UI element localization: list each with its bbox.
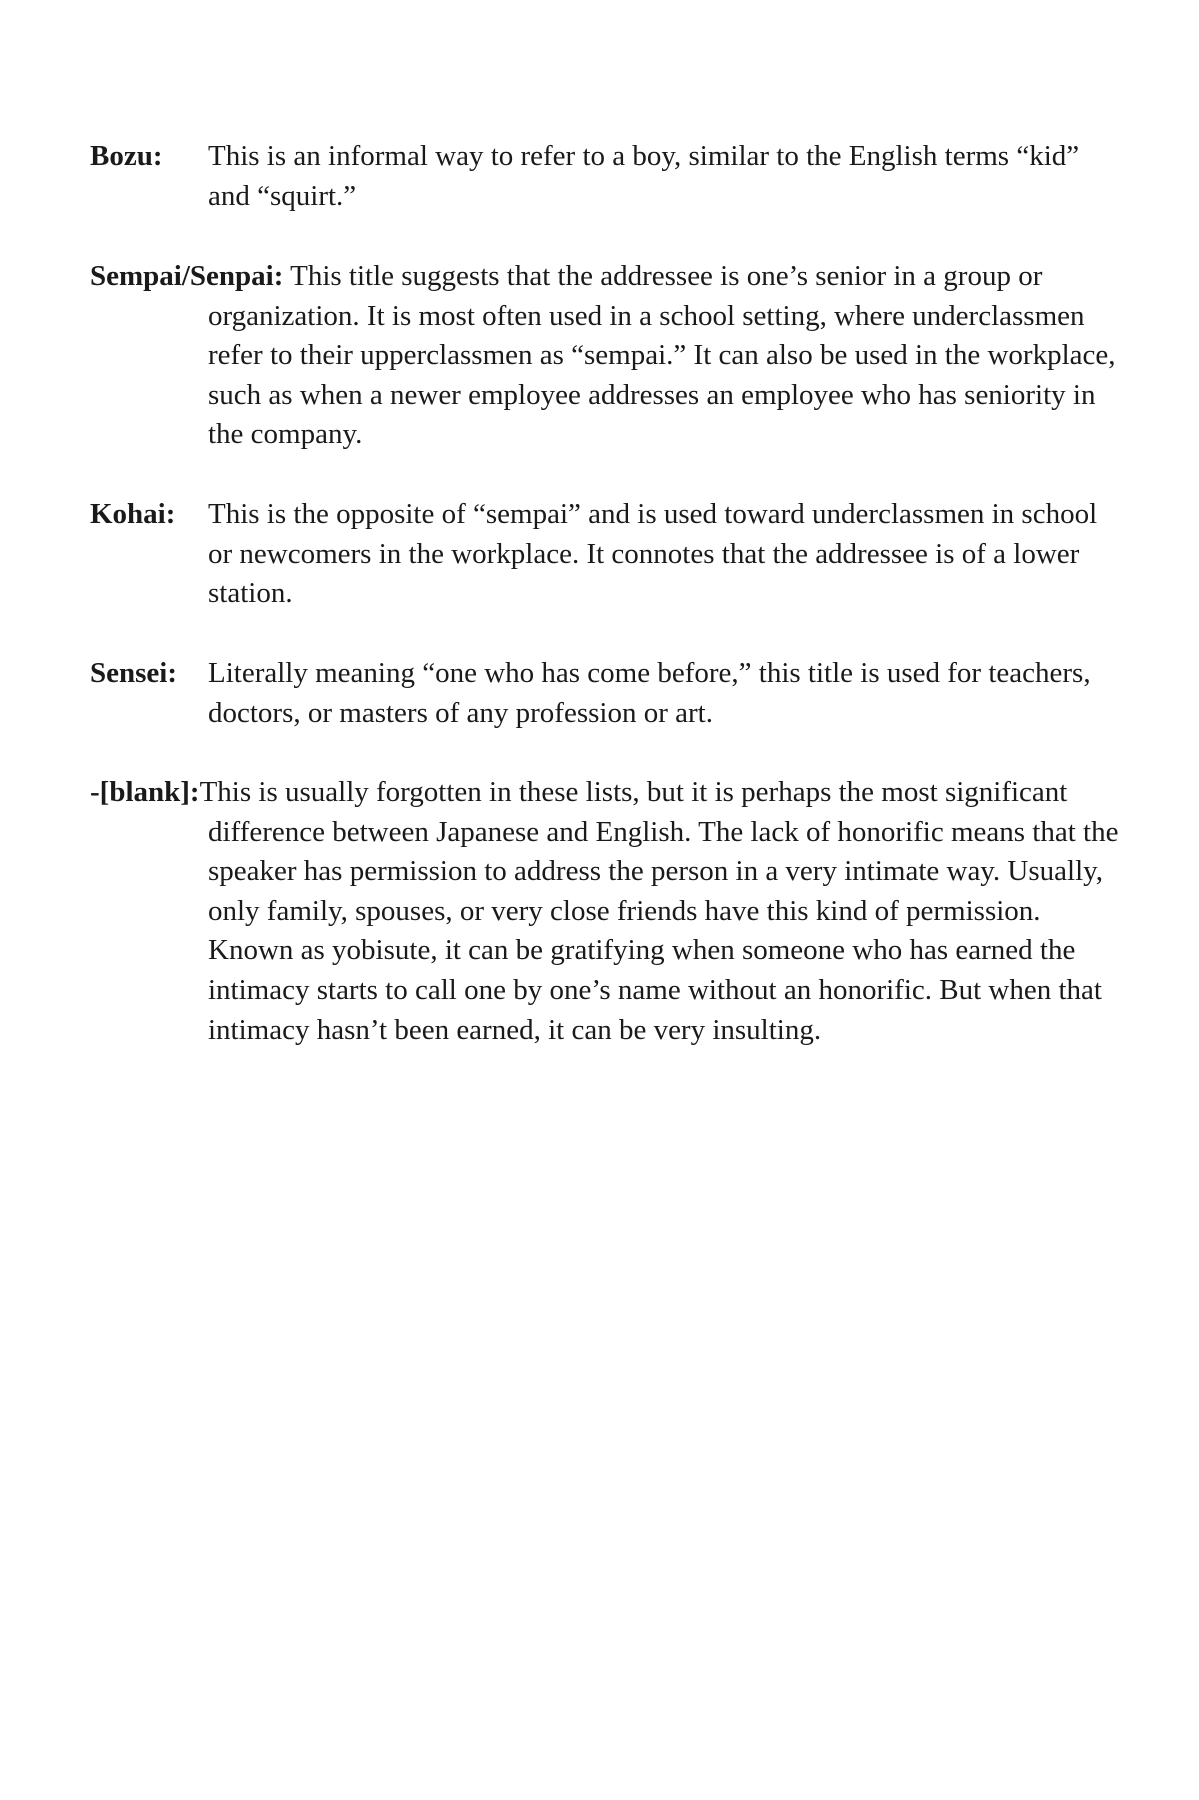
glossary-term: -[blank]: <box>90 776 200 808</box>
glossary-term: Bozu: <box>90 140 163 172</box>
glossary-entry-blank <box>90 773 1119 1050</box>
glossary-entry-sempai <box>90 257 1119 455</box>
glossary-definition: This is an informal way to refer to a boy, similar to the English terms “kid” and “squirt.” <box>208 140 1080 212</box>
glossary-definition: This title suggests that the addressee is one’s senior in a group or organization. It is most often used in a school setting, where underclassmen refer to their upperclassmen as “sempai.” It can also be used in the workplace, such as when a newer employee addresses an employee who has seniority in the company. <box>208 260 1116 451</box>
glossary-term: Sempai/Senpai: <box>90 260 284 292</box>
glossary-term: Sensei: <box>90 657 177 689</box>
glossary-term: Kohai: <box>90 498 176 530</box>
glossary-definition-block <box>90 257 1119 455</box>
glossary-entry-sensei <box>90 654 1119 733</box>
glossary-definition-block <box>90 773 1119 1050</box>
glossary-definition: This is usually forgotten in these lists, but it is perhaps the most significant difference between Japanese and English. The lack of honorific means that the speaker has permission to address the person in a very intimate way. Usually, only family, spouses, or very close friends have this kind of permission. Known as yobisute, it can be gratifying when someone who has earned the intimacy starts to call one by one’s name without an honorific. But when that intimacy hasn’t been earned, it can be very insulting. <box>199 776 1119 1046</box>
glossary-definition: Literally meaning “one who has come before,” this title is used for teachers, doctors, or masters of any profession or art. <box>208 657 1091 729</box>
glossary-entry-bozu <box>90 137 1119 216</box>
glossary-entry-kohai <box>90 495 1119 614</box>
glossary-definition: This is the opposite of “sempai” and is used toward underclassmen in school or newcomers in the workplace. It connotes that the addressee is of a lower station. <box>208 498 1098 610</box>
